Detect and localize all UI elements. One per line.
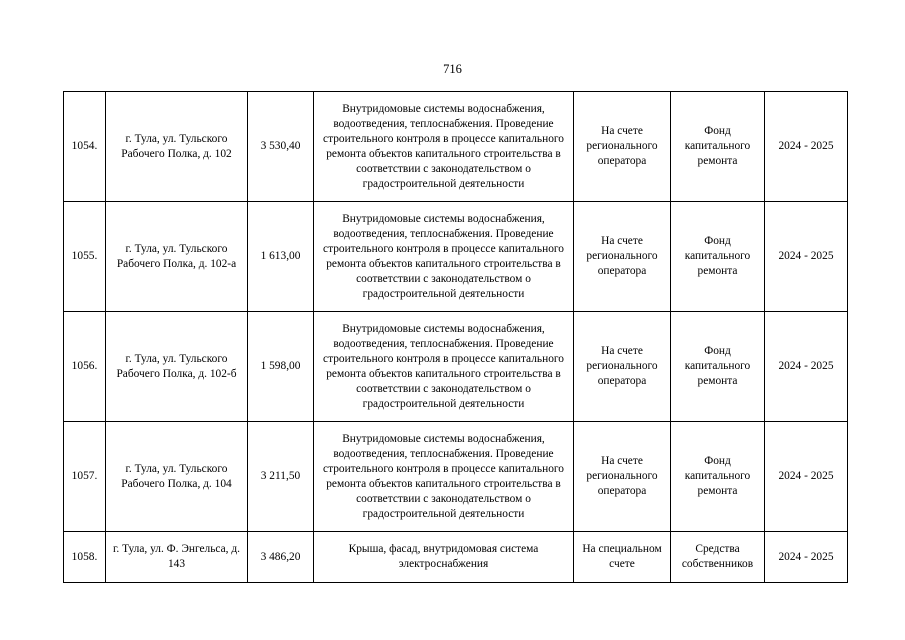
row-number: 1057.	[64, 422, 106, 532]
page-number: 716	[443, 62, 462, 76]
repair-registry-table	[63, 91, 848, 583]
work-description-cell: Внутридомовые системы водоснабжения, водоотведения, теплоснабжения. Проведение строительного контроля в процессе капитального ремонта объектов капитального строительства в соответствии с законодательством о градостроительной деятельности	[314, 92, 574, 202]
work-description-cell: Внутридомовые системы водоснабжения, водоотведения, теплоснабжения. Проведение строительного контроля в процессе капитального ремонта объектов капитального строительства в соответствии с законодательством о градостроительной деятельности	[314, 312, 574, 422]
address-cell: г. Тула, ул. Ф. Энгельса, д. 143	[106, 532, 248, 583]
funding-source-cell: Фонд капитального ремонта	[671, 202, 765, 312]
period-cell: 2024 - 2025	[765, 92, 848, 202]
table-row	[64, 532, 848, 583]
period-cell: 2024 - 2025	[765, 312, 848, 422]
table-row	[64, 92, 848, 202]
period-cell: 2024 - 2025	[765, 532, 848, 583]
cost-cell: 3 486,20	[248, 532, 314, 583]
funding-source-cell: Фонд капитального ремонта	[671, 312, 765, 422]
cost-cell: 3 211,50	[248, 422, 314, 532]
cost-cell: 1 598,00	[248, 312, 314, 422]
account-type-cell: На счете регионального оператора	[574, 92, 671, 202]
address-cell: г. Тула, ул. Тульского Рабочего Полка, д. 102-а	[106, 202, 248, 312]
row-number: 1054.	[64, 92, 106, 202]
period-cell: 2024 - 2025	[765, 422, 848, 532]
address-cell: г. Тула, ул. Тульского Рабочего Полка, д. 102	[106, 92, 248, 202]
work-description-cell: Внутридомовые системы водоснабжения, водоотведения, теплоснабжения. Проведение строительного контроля в процессе капитального ремонта объектов капитального строительства в соответствии с законодательством о градостроительной деятельности	[314, 202, 574, 312]
address-cell: г. Тула, ул. Тульского Рабочего Полка, д. 102-б	[106, 312, 248, 422]
row-number: 1055.	[64, 202, 106, 312]
account-type-cell: На специальном счете	[574, 532, 671, 583]
address-cell: г. Тула, ул. Тульского Рабочего Полка, д. 104	[106, 422, 248, 532]
period-cell: 2024 - 2025	[765, 202, 848, 312]
funding-source-cell: Средства собственников	[671, 532, 765, 583]
work-description-cell: Внутридомовые системы водоснабжения, водоотведения, теплоснабжения. Проведение строительного контроля в процессе капитального ремонта объектов капитального строительства в соответствии с законодательством о градостроительной деятельности	[314, 422, 574, 532]
account-type-cell: На счете регионального оператора	[574, 422, 671, 532]
funding-source-cell: Фонд капитального ремонта	[671, 92, 765, 202]
cost-cell: 3 530,40	[248, 92, 314, 202]
table-row	[64, 202, 848, 312]
cost-cell: 1 613,00	[248, 202, 314, 312]
work-description-cell: Крыша, фасад, внутридомовая система электроснабжения	[314, 532, 574, 583]
row-number: 1058.	[64, 532, 106, 583]
table-row	[64, 422, 848, 532]
row-number: 1056.	[64, 312, 106, 422]
account-type-cell: На счете регионального оператора	[574, 312, 671, 422]
account-type-cell: На счете регионального оператора	[574, 202, 671, 312]
funding-source-cell: Фонд капитального ремонта	[671, 422, 765, 532]
table-row	[64, 312, 848, 422]
